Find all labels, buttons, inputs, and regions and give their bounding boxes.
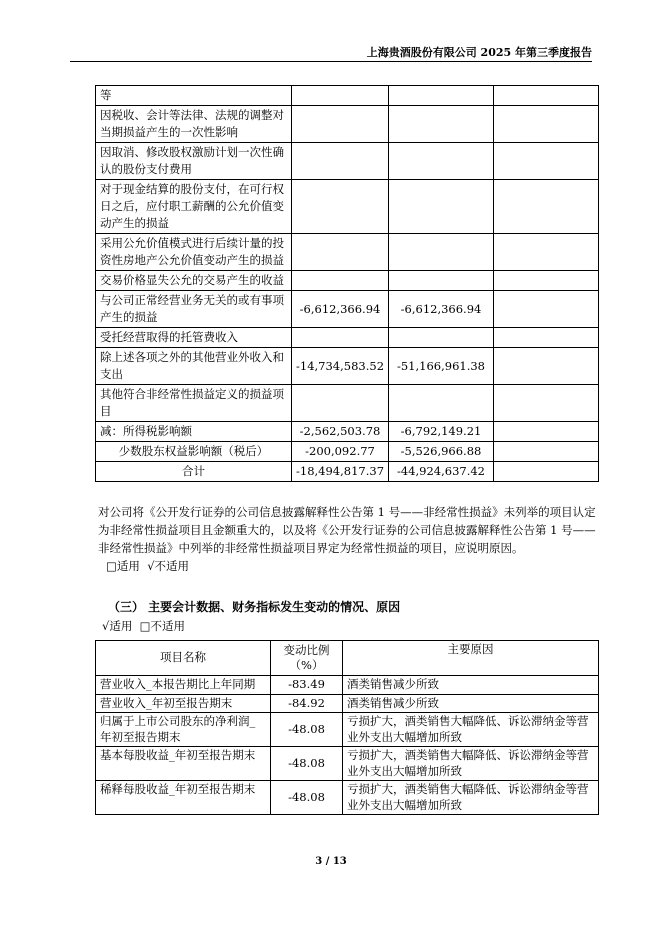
column-header-item: 项目名称	[96, 641, 271, 676]
value-current: -14,734,583.52	[292, 348, 389, 385]
table-row	[96, 442, 599, 462]
column-header-reason: 主要原因	[343, 641, 599, 676]
table-row-total	[96, 462, 599, 482]
value-note	[494, 234, 599, 271]
row-label: 合计	[96, 462, 292, 482]
section-checkbox-row	[102, 617, 185, 635]
main-reason: 酒类销售减少所致	[343, 694, 599, 713]
note-checkbox-row	[106, 557, 189, 575]
row-label: 对于现金结算的股份支付，在可行权日之后，应付职工薪酬的公允价值变动产生的损益	[96, 180, 292, 234]
row-label: 除上述各项之外的其他营业外收入和支出	[96, 348, 292, 385]
table-row	[96, 271, 599, 291]
change-ratio: -84.92	[271, 694, 343, 713]
main-reason: 亏损扩大，酒类销售大幅降低、诉讼滞纳金等营业外支出大幅增加所致	[343, 781, 599, 815]
table-row	[96, 180, 599, 234]
value-ytd	[389, 86, 494, 106]
value-ytd	[389, 106, 494, 143]
value-ytd: -6,792,149.21	[389, 422, 494, 442]
value-current: -2,562,503.78	[292, 422, 389, 442]
value-ytd	[389, 271, 494, 291]
row-label: 受托经营取得的托管费收入	[96, 328, 292, 348]
ratio-header-line1: 变动比例	[283, 642, 330, 657]
table-row	[96, 143, 599, 180]
item-name: 营业收入_年初至报告期末	[96, 694, 271, 713]
row-label: 少数股东权益影响额（税后）	[96, 442, 292, 462]
value-ytd: -51,166,961.38	[389, 348, 494, 385]
item-name: 基本每股收益_年初至报告期末	[96, 747, 271, 781]
row-label: 等	[96, 86, 292, 106]
section-heading: （三） 主要会计数据、财务指标发生变动的情况、原因	[108, 600, 401, 614]
ratio-header-line2: （%）	[289, 658, 324, 672]
value-note	[494, 271, 599, 291]
value-current: -200,092.77	[292, 442, 389, 462]
value-current	[292, 234, 389, 271]
value-note	[494, 385, 599, 422]
value-ytd	[389, 385, 494, 422]
table-row	[96, 713, 599, 747]
table-row	[96, 291, 599, 328]
table-row	[96, 781, 599, 815]
value-note	[494, 143, 599, 180]
value-current	[292, 385, 389, 422]
change-ratio: -48.08	[271, 713, 343, 747]
value-note	[494, 180, 599, 234]
table-row	[96, 86, 599, 106]
value-ytd	[389, 180, 494, 234]
applicable-checkbox[interactable]: □适用	[106, 559, 140, 573]
value-note	[494, 462, 599, 482]
table-row	[96, 234, 599, 271]
value-note	[494, 328, 599, 348]
not-applicable-checkbox[interactable]: √不适用	[147, 559, 190, 573]
value-note	[494, 348, 599, 385]
not-applicable-checkbox[interactable]: □不适用	[139, 619, 186, 633]
value-current	[292, 180, 389, 234]
main-reason: 亏损扩大，酒类销售大幅降低、诉讼滞纳金等营业外支出大幅增加所致	[343, 747, 599, 781]
row-label: 因取消、修改股权激励计划一次性确认的股份支付费用	[96, 143, 292, 180]
row-label: 交易价格显失公允的交易产生的收益	[96, 271, 292, 291]
table-row	[96, 747, 599, 781]
value-ytd: -44,924,637.42	[389, 462, 494, 482]
row-label: 与公司正常经营业务无关的或有事项产生的损益	[96, 291, 292, 328]
value-note	[494, 291, 599, 328]
value-ytd: -5,526,966.88	[389, 442, 494, 462]
changes-table	[95, 640, 599, 815]
value-current	[292, 271, 389, 291]
row-label: 减：所得税影响额	[96, 422, 292, 442]
value-current	[292, 328, 389, 348]
table-row	[96, 385, 599, 422]
change-ratio: -48.08	[271, 747, 343, 781]
main-reason: 亏损扩大，酒类销售大幅降低、诉讼滞纳金等营业外支出大幅增加所致	[343, 713, 599, 747]
table-row	[96, 348, 599, 385]
row-label: 采用公允价值模式进行后续计量的投资性房地产公允价值变动产生的损益	[96, 234, 292, 271]
column-header-ratio	[271, 641, 343, 676]
table-row	[96, 328, 599, 348]
item-name: 营业收入_本报告期比上年同期	[96, 676, 271, 695]
value-current: -18,494,817.37	[292, 462, 389, 482]
value-current	[292, 106, 389, 143]
item-name: 稀释每股收益_年初至报告期末	[96, 781, 271, 815]
row-label: 其他符合非经常性损益定义的损益项目	[96, 385, 292, 422]
note-paragraph: 对公司将《公开发行证券的公司信息披露解释性公告第 1 号——非经常性损益》未列举的项目认定为非经常性损益项目且金额重大的，以及将《公开发行证券的公司信息披露解释性公告第 1 号——非经常性损益》中列举的非经常性损益项目界定为经常性损益的项目，应说明原因。	[98, 505, 596, 555]
value-note	[494, 106, 599, 143]
change-ratio: -83.49	[271, 676, 343, 695]
value-current	[292, 86, 389, 106]
value-current: -6,612,366.94	[292, 291, 389, 328]
row-label: 因税收、会计等法律、法规的调整对当期损益产生的一次性影响	[96, 106, 292, 143]
value-note	[494, 422, 599, 442]
value-note	[494, 442, 599, 462]
main-reason: 酒类销售减少所致	[343, 676, 599, 695]
value-note	[494, 86, 599, 106]
table-row	[96, 694, 599, 713]
page-header: 上海贵酒股份有限公司 2025 年第三季度报告	[366, 46, 592, 59]
value-current	[292, 143, 389, 180]
table-header-row	[96, 641, 599, 676]
page-number: 3 / 13	[315, 856, 347, 867]
header-rule	[70, 61, 592, 62]
item-name: 归属于上市公司股东的净利润_年初至报告期末	[96, 713, 271, 747]
non-recurring-items-table	[95, 85, 599, 482]
applicable-checkbox[interactable]: √适用	[102, 619, 133, 633]
change-ratio: -48.08	[271, 781, 343, 815]
table-row	[96, 676, 599, 695]
value-ytd	[389, 328, 494, 348]
value-ytd: -6,612,366.94	[389, 291, 494, 328]
table-row	[96, 422, 599, 442]
value-ytd	[389, 234, 494, 271]
table-row	[96, 106, 599, 143]
value-ytd	[389, 143, 494, 180]
